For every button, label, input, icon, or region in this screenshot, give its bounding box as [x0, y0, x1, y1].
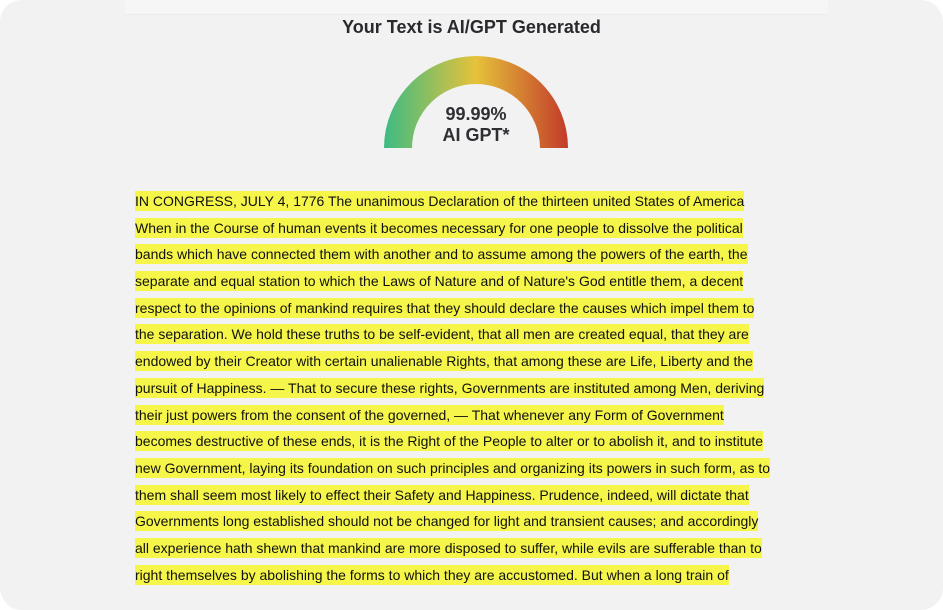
text-line: [135, 402, 825, 429]
text-line: [135, 348, 825, 375]
highlighted-text: respect to the opinions of mankind requires that they should declare the causes which impel them to: [135, 299, 755, 316]
gauge-readout: [380, 104, 572, 146]
highlighted-text: new Government, laying its foundation on such principles and organizing its powers in such form, as to: [135, 459, 771, 476]
highlighted-text: them shall seem most likely to effect their Safety and Happiness. Prudence, indeed, will dictate that: [135, 486, 749, 503]
highlighted-text: separate and equal station to which the Laws of Nature and of Nature's God entitle them, a decent: [135, 273, 744, 290]
text-line: [135, 268, 825, 295]
highlighted-text: pursuit of Happiness. — That to secure these rights, Governments are instituted among Men, deriving: [135, 379, 765, 396]
gauge-percent: 99.99%: [445, 104, 507, 124]
highlighted-text: becomes destructive of these ends, it is the Right of the People to alter or to abolish it, and to institute: [135, 433, 764, 450]
text-line: [135, 321, 825, 348]
gauge-label: AI GPT*: [442, 125, 510, 145]
highlighted-text: all experience hath shewn that mankind are more disposed to suffer, while evils are sufferable than to: [135, 539, 762, 556]
text-line: [135, 535, 825, 562]
text-line: [135, 241, 825, 268]
text-line: [135, 375, 825, 402]
analyzed-text: [135, 188, 825, 588]
text-line: [135, 562, 825, 589]
text-line: [135, 215, 825, 242]
highlighted-text: the separation. We hold these truths to be self-evident, that all men are created equal, that they are: [135, 326, 749, 343]
text-line: [135, 482, 825, 509]
highlighted-text: Governments long established should not be changed for light and transient causes; and accordingly: [135, 513, 759, 530]
text-line: [135, 428, 825, 455]
highlighted-text: bands which have connected them with another and to assume among the powers of the earth, the: [135, 246, 748, 263]
highlighted-text: IN CONGRESS, JULY 4, 1776 The unanimous Declaration of the thirteen united States of America: [135, 193, 745, 209]
highlighted-text: endowed by their Creator with certain unalienable Rights, that among these are Life, Liberty and the: [135, 353, 753, 370]
text-line: [135, 455, 825, 482]
text-line: [135, 508, 825, 535]
result-title: Your Text is AI/GPT Generated: [342, 17, 601, 37]
text-line: [135, 188, 825, 215]
highlighted-text: When in the Course of human events it becomes necessary for one people to dissolve the political: [135, 219, 743, 236]
text-line: [135, 295, 825, 322]
top-divider: [125, 0, 828, 15]
highlighted-text: right themselves by abolishing the forms to which they are accustomed. But when a long train of: [135, 566, 729, 583]
highlighted-text: their just powers from the consent of the governed, — That whenever any Form of Government: [135, 406, 724, 423]
